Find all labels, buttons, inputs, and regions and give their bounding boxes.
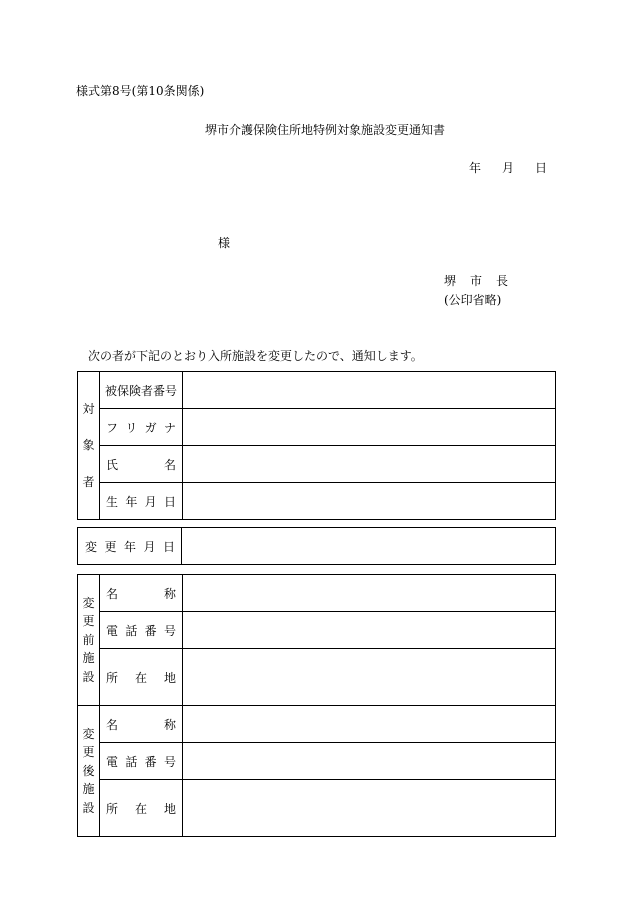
label-char: 日 xyxy=(162,539,175,554)
group-char: 変 xyxy=(82,595,95,610)
label-char: 番 xyxy=(144,623,157,638)
after-name-field[interactable] xyxy=(183,706,556,743)
label-char: 称 xyxy=(163,586,176,601)
before-phone-field[interactable] xyxy=(183,612,556,649)
group-char: 変 xyxy=(82,726,95,741)
sender-char: 市 xyxy=(469,274,482,288)
before-address-field[interactable] xyxy=(183,649,556,706)
label-before-name xyxy=(100,575,183,612)
label-furigana xyxy=(100,409,183,446)
label-birthdate xyxy=(100,483,183,520)
label-char: 名 xyxy=(106,717,119,732)
document-title: 堺市介護保険住所地特例対象施設変更通知書 xyxy=(204,123,445,137)
label-char: リ xyxy=(125,420,138,435)
group-char: 後 xyxy=(82,763,95,778)
label-char: 番 xyxy=(144,754,157,769)
before-name-field[interactable] xyxy=(183,575,556,612)
seal-omitted-note: (公印省略) xyxy=(444,293,502,307)
group-char: 設 xyxy=(82,669,95,684)
label-char: 話 xyxy=(125,623,138,638)
label-char: 被保険者番号 xyxy=(104,383,177,398)
label-name xyxy=(100,446,183,483)
addressee-suffix: 様 xyxy=(218,236,231,250)
label-after-phone xyxy=(100,743,183,780)
label-char: 地 xyxy=(163,801,176,816)
facility-table xyxy=(77,574,556,837)
label-before-phone xyxy=(100,612,183,649)
group-char: 更 xyxy=(82,745,95,760)
group-char: 者 xyxy=(82,474,95,489)
subject-table xyxy=(77,371,556,520)
label-char: 在 xyxy=(134,801,147,816)
name-field[interactable] xyxy=(183,446,556,483)
label-char: ナ xyxy=(163,420,176,435)
group-char: 更 xyxy=(82,614,95,629)
form-number: 様式第8号(第10条関係) xyxy=(76,84,205,98)
change-date-table xyxy=(77,527,556,565)
label-after-name xyxy=(100,706,183,743)
label-char: 在 xyxy=(134,670,147,685)
birthdate-field[interactable] xyxy=(183,483,556,520)
label-char: 号 xyxy=(163,623,176,638)
after-facility-group-label xyxy=(78,706,100,837)
label-char: 年 xyxy=(123,539,136,554)
label-char: 名 xyxy=(106,586,119,601)
label-char: 所 xyxy=(106,801,119,816)
sender-char: 堺 xyxy=(444,274,457,288)
label-char: 名 xyxy=(163,457,176,472)
label-insured-number xyxy=(100,372,183,409)
label-char: 電 xyxy=(106,754,119,769)
label-char: 月 xyxy=(144,494,157,509)
label-char: フ xyxy=(106,420,119,435)
group-char: 対 xyxy=(82,401,95,416)
label-char: 日 xyxy=(163,494,176,509)
label-char: 称 xyxy=(163,717,176,732)
group-char: 象 xyxy=(82,438,95,453)
label-char: 変 xyxy=(85,539,98,554)
label-char: 所 xyxy=(106,670,119,685)
label-char: 話 xyxy=(125,754,138,769)
group-char: 施 xyxy=(82,651,95,666)
label-char: ガ xyxy=(144,420,157,435)
after-address-field[interactable] xyxy=(183,780,556,837)
after-phone-field[interactable] xyxy=(183,743,556,780)
date-month-label: 月 xyxy=(501,161,514,175)
group-char: 施 xyxy=(82,782,95,797)
group-char: 設 xyxy=(82,800,95,815)
date-day-label: 日 xyxy=(534,161,547,175)
label-change-date xyxy=(78,528,182,565)
subject-group-label xyxy=(78,372,100,520)
label-char: 地 xyxy=(163,670,176,685)
issue-date xyxy=(466,162,550,174)
change-date-field[interactable] xyxy=(182,528,556,565)
intro-text: 次の者が下記のとおり入所施設を変更したので、通知します。 xyxy=(88,349,423,363)
label-char: 更 xyxy=(104,539,117,554)
sender-char: 長 xyxy=(495,274,508,288)
label-before-address xyxy=(100,649,183,706)
insured-number-field[interactable] xyxy=(183,372,556,409)
furigana-field[interactable] xyxy=(183,409,556,446)
date-year-label: 年 xyxy=(469,161,482,175)
label-char: 電 xyxy=(106,623,119,638)
label-char: 氏 xyxy=(106,457,119,472)
label-char: 月 xyxy=(143,539,156,554)
label-char: 号 xyxy=(163,754,176,769)
label-after-address xyxy=(100,780,183,837)
sender-title xyxy=(444,275,508,287)
before-facility-group-label xyxy=(78,575,100,706)
label-char: 生 xyxy=(106,494,119,509)
group-char: 前 xyxy=(82,632,95,647)
label-char: 年 xyxy=(125,494,138,509)
